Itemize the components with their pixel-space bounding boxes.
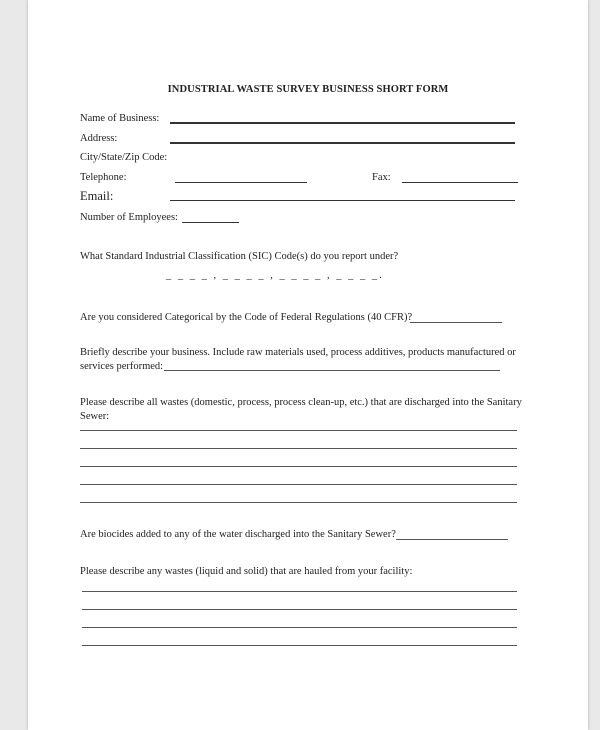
sic-code-blanks[interactable]: _ _ _ _ , _ _ _ _ , _ _ _ _ , _ _ _ _.: [166, 270, 384, 281]
hauled-wastes-line[interactable]: [82, 591, 517, 592]
hauled-wastes-question: Please describe any wastes (liquid and solid) that are hauled from your facility:: [80, 566, 413, 577]
describe-business-field[interactable]: [164, 370, 500, 371]
city-state-zip-label: City/State/Zip Code:: [80, 152, 168, 163]
email-field[interactable]: [170, 200, 515, 201]
telephone-field[interactable]: [175, 182, 307, 183]
describe-business-question: Briefly describe your business. Include raw materials used, process additives, products manufactured or: [80, 347, 516, 358]
categorical-question: Are you considered Categorical by the Code of Federal Regulations (40 CFR)?: [80, 312, 413, 323]
hauled-wastes-line[interactable]: [82, 609, 517, 610]
number-of-employees-field[interactable]: [182, 222, 239, 223]
describe-business-question-cont: services performed:: [80, 361, 164, 372]
describe-wastes-line[interactable]: [80, 466, 517, 467]
biocides-answer-field[interactable]: [396, 539, 508, 540]
hauled-wastes-line[interactable]: [82, 645, 517, 646]
categorical-answer-field[interactable]: [410, 322, 502, 323]
address-label: Address:: [80, 133, 118, 144]
email-label: Email:: [80, 189, 114, 203]
describe-wastes-line[interactable]: [80, 484, 517, 485]
telephone-label: Telephone:: [80, 172, 127, 183]
describe-wastes-line[interactable]: [80, 430, 517, 431]
name-of-business-label: Name of Business:: [80, 113, 160, 124]
form-title: INDUSTRIAL WASTE SURVEY BUSINESS SHORT FORM: [167, 84, 449, 95]
hauled-wastes-line[interactable]: [82, 627, 517, 628]
sic-question: What Standard Industrial Classification (SIC) Code(s) do you report under?: [80, 251, 399, 262]
describe-wastes-question-cont: Sewer:: [80, 411, 110, 422]
describe-wastes-line[interactable]: [80, 448, 517, 449]
form-page: [28, 0, 588, 730]
fax-label: Fax:: [372, 172, 391, 183]
biocides-question: Are biocides added to any of the water discharged into the Sanitary Sewer?: [80, 529, 396, 540]
name-of-business-field[interactable]: [170, 122, 515, 124]
number-of-employees-label: Number of Employees:: [80, 212, 178, 223]
describe-wastes-question: Please describe all wastes (domestic, process, process clean-up, etc.) that are discharged into the Sanitary: [80, 397, 522, 408]
describe-wastes-line[interactable]: [80, 502, 517, 503]
fax-field[interactable]: [402, 182, 518, 183]
address-field[interactable]: [170, 142, 515, 144]
